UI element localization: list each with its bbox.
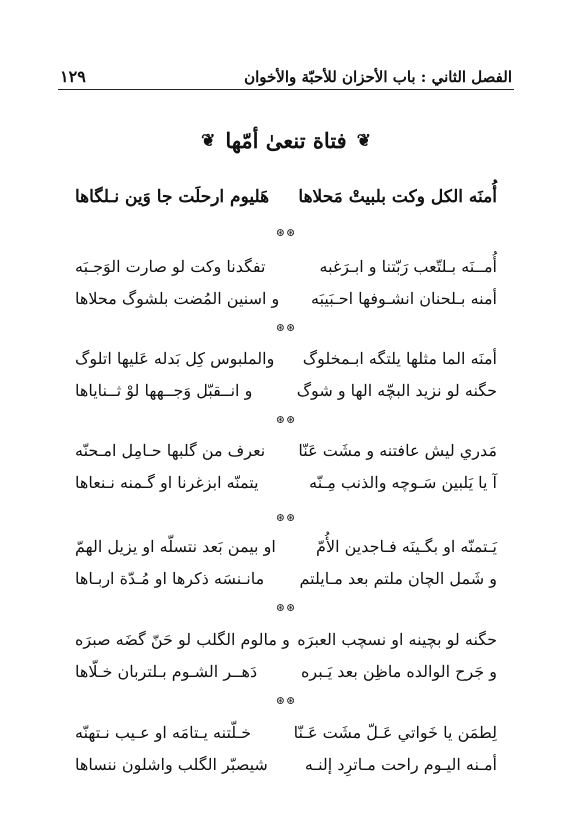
running-header bbox=[60, 58, 512, 86]
first-hemistich: حگنه لو نزيد البچّه الها و شوگ bbox=[296, 380, 497, 400]
stanza bbox=[75, 530, 497, 594]
second-hemistich: هَليوم ارحلَت جا وَين نـلگاها bbox=[75, 187, 270, 207]
stanza bbox=[75, 342, 497, 406]
poem-title: فتاة تنعىٰ أمّها bbox=[225, 128, 347, 153]
verse-line bbox=[75, 748, 497, 780]
verse-line bbox=[75, 623, 497, 655]
second-hemistich: نعرف من گلبها حـامِل امـحنّه bbox=[75, 440, 266, 460]
stanza-divider: ⊛⊛ bbox=[275, 511, 297, 524]
verse-line bbox=[75, 466, 497, 498]
second-hemistich: مانـنسَه ذكرها او مُـدّة اربـاها bbox=[75, 568, 265, 588]
stanza-divider: ⊛⊛ bbox=[275, 226, 297, 239]
verse-line bbox=[75, 342, 497, 374]
second-hemistich: تفگدنا وكت لو صارت الوَجـبَه bbox=[75, 256, 266, 276]
verse-line bbox=[75, 282, 497, 314]
first-hemistich: آ يا يَلبين سَـوچه والذنب مِـنّه bbox=[309, 472, 497, 492]
verse-line bbox=[75, 181, 497, 213]
stanza bbox=[75, 623, 497, 687]
first-hemistich: يَـتمنّه او بگـينَه فـاجدين الأُمّ bbox=[316, 536, 497, 556]
verse-line bbox=[75, 562, 497, 594]
first-hemistich: و شَمل الچان ملتم بعد مـايلتم bbox=[299, 568, 497, 588]
second-hemistich: و انــقبّل وَجــهها لوْ ثــناياها bbox=[75, 380, 253, 400]
verse-line bbox=[75, 716, 497, 748]
stanza-divider: ⊛⊛ bbox=[275, 601, 297, 614]
stanza-opening bbox=[75, 181, 497, 213]
first-hemistich: مَدري ليش عافتنه و مشَت عَنّا bbox=[298, 440, 497, 460]
verse-line bbox=[75, 655, 497, 687]
stanza-divider: ⊛⊛ bbox=[275, 321, 297, 334]
second-hemistich: دَهــر الشـوم بـلتربان خـلّاها bbox=[75, 661, 258, 681]
stanza bbox=[75, 716, 497, 780]
header-rule bbox=[58, 89, 514, 90]
stanza-divider: ⊛⊛ bbox=[275, 413, 297, 426]
second-hemistich: خـلّتنه يـتامَه او عـيب نـتهنّه bbox=[75, 722, 252, 742]
first-hemistich: أُمنَه الكل وكت بلبيتْ مَحلاها bbox=[298, 187, 497, 207]
second-hemistich: او بيمن بَعد نتسلّه او يزيل الهمّ bbox=[75, 536, 276, 556]
first-hemistich: أُمــنَه بـلتّعب رَبّتنا و ابـرَغبه bbox=[319, 256, 497, 276]
poem-title-block bbox=[0, 128, 572, 153]
second-hemistich: و اسنين المُضت بلشوگ محلاها bbox=[75, 288, 280, 308]
second-hemistich: و مالوم الگلب لو حَنّ گضَه صبرَه bbox=[75, 629, 290, 649]
first-hemistich: أمـنه اليـوم راحت مـاترِد إلنـه bbox=[304, 754, 497, 774]
page-number: ١٢٩ bbox=[60, 67, 86, 86]
stanza-divider: ⊛⊛ bbox=[275, 694, 297, 707]
verse-line bbox=[75, 530, 497, 562]
first-hemistich: أمنَه الما مثلها يلتگه ابـمخلوگ bbox=[302, 348, 497, 368]
second-hemistich: شيصبّر الگلب واشلون ننساها bbox=[75, 754, 268, 774]
second-hemistich: يتمنّه ابزغرنا او گـمنه نـنعاها bbox=[75, 472, 259, 492]
first-hemistich: أمنه بـلحنان انشـوفها احـبَيبَه bbox=[310, 288, 497, 308]
verse-line bbox=[75, 374, 497, 406]
verse-line bbox=[75, 250, 497, 282]
ornament-left-icon: ❦ bbox=[201, 130, 216, 151]
first-hemistich: و جَرح الوالده ماظِن بعد يَـبره bbox=[301, 661, 497, 681]
second-hemistich: والملبوس كِل بَدله عَليها اتلوگ bbox=[75, 348, 275, 368]
first-hemistich: لِطمَن يا خَواتي عَـلّ مشَت عَـنّا bbox=[293, 722, 497, 742]
ornament-right-icon: ❦ bbox=[356, 130, 371, 151]
stanza bbox=[75, 250, 497, 314]
chapter-title: الفصل الثاني : باب الأحزان للأحبّة والأخوان bbox=[244, 68, 512, 86]
first-hemistich: حگنه لو بچينه او نسچب العبرَه bbox=[297, 629, 497, 649]
verse-line bbox=[75, 434, 497, 466]
stanza bbox=[75, 434, 497, 498]
